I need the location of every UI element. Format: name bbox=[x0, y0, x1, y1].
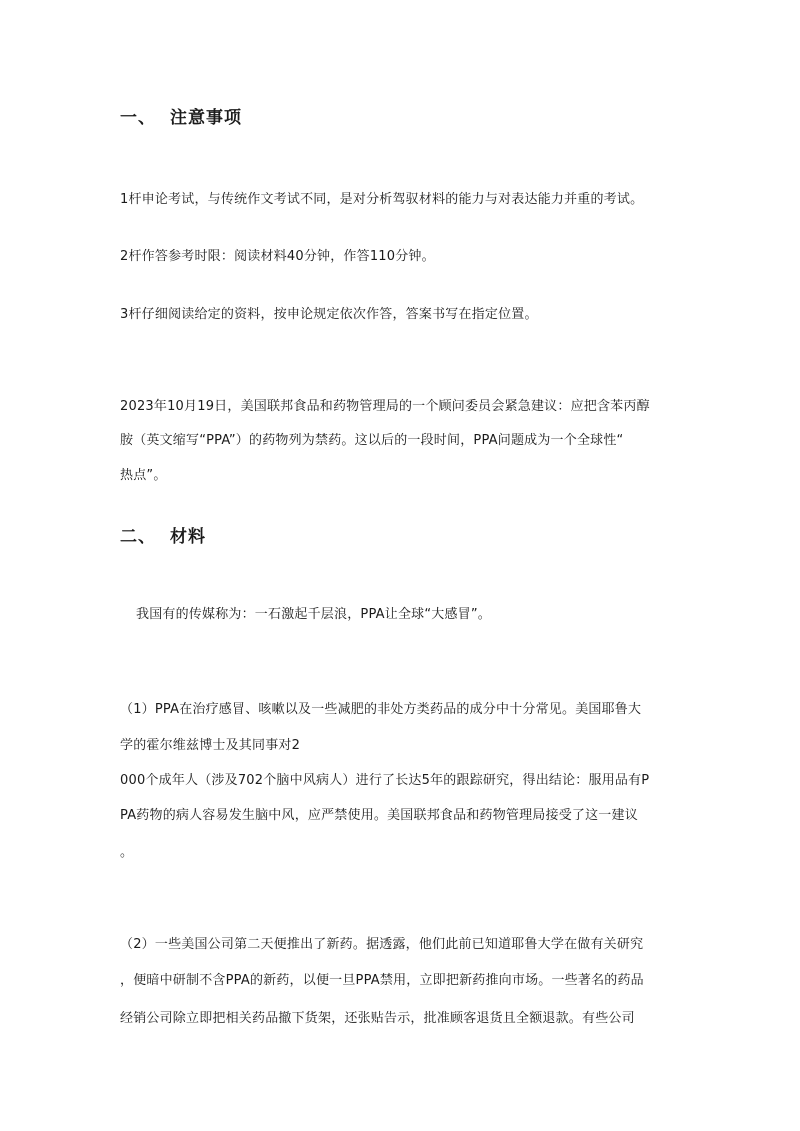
para1-line-3: 000个成年人（涉及702个脑中风病人）进行了长达5年的跟踪研究，得出结论：服用品有P bbox=[120, 773, 650, 788]
intro-line-2: 胺（英文缩写“PPA”）的药物列为禁药。这以后的一段时间，PPA问题成为一个全球性“ bbox=[120, 433, 624, 448]
para1-line-5: 。 bbox=[120, 845, 134, 860]
intro-line-1: 2023年10月19日，美国联邦食品和药物管理局的一个顾问委员会紧急建议：应把含苯丙醇 bbox=[120, 399, 650, 414]
para2-line-1: （2）一些美国公司第二天便推出了新药。据透露，他们此前已知道耶鲁大学在做有关研究 bbox=[120, 937, 644, 952]
section-heading-materials bbox=[120, 525, 206, 549]
para1-line-4: PA药物的病人容易发生脑中风，应严禁使用。美国联邦食品和药物管理局接受了这一建议 bbox=[120, 808, 638, 823]
note-item-3: 3杆仔细阅读给定的资料，按申论规定依次作答，答案书写在指定位置。 bbox=[120, 307, 538, 322]
para1-line-2: 学的霍尔维兹博士及其同事对2 bbox=[120, 738, 301, 753]
para2-line-2: ，便暗中研制不含PPA的新药，以便一旦PPA禁用，立即把新药推向市场。一些著名的药品 bbox=[120, 973, 644, 988]
note-item-2: 2杆作答参考时限：阅读材料40分钟，作答110分钟。 bbox=[120, 249, 435, 264]
para2-line-3: 经销公司除立即把相关药品撤下货架，还张贴告示，批准顾客退货且全额退款。有些公司 bbox=[120, 1011, 635, 1026]
note-item-1: 1杆申论考试，与传统作文考试不同，是对分析驾驭材料的能力与对表达能力并重的考试。 bbox=[120, 192, 644, 207]
section-number: 一、 bbox=[120, 108, 156, 128]
materials-lead: 我国有的传媒称为：一石激起千层浪，PPA让全球“大感冒”。 bbox=[136, 607, 492, 622]
intro-line-3: 热点”。 bbox=[120, 468, 167, 483]
para1-line-1: （1）PPA在治疗感冒、咳嗽以及一些减肥的非处方类药品的成分中十分常见。美国耶鲁大 bbox=[120, 702, 642, 717]
section-title: 注意事项 bbox=[170, 108, 242, 128]
section-number: 二、 bbox=[120, 527, 156, 547]
section-title: 材料 bbox=[170, 527, 206, 547]
section-heading-notes bbox=[120, 106, 242, 130]
